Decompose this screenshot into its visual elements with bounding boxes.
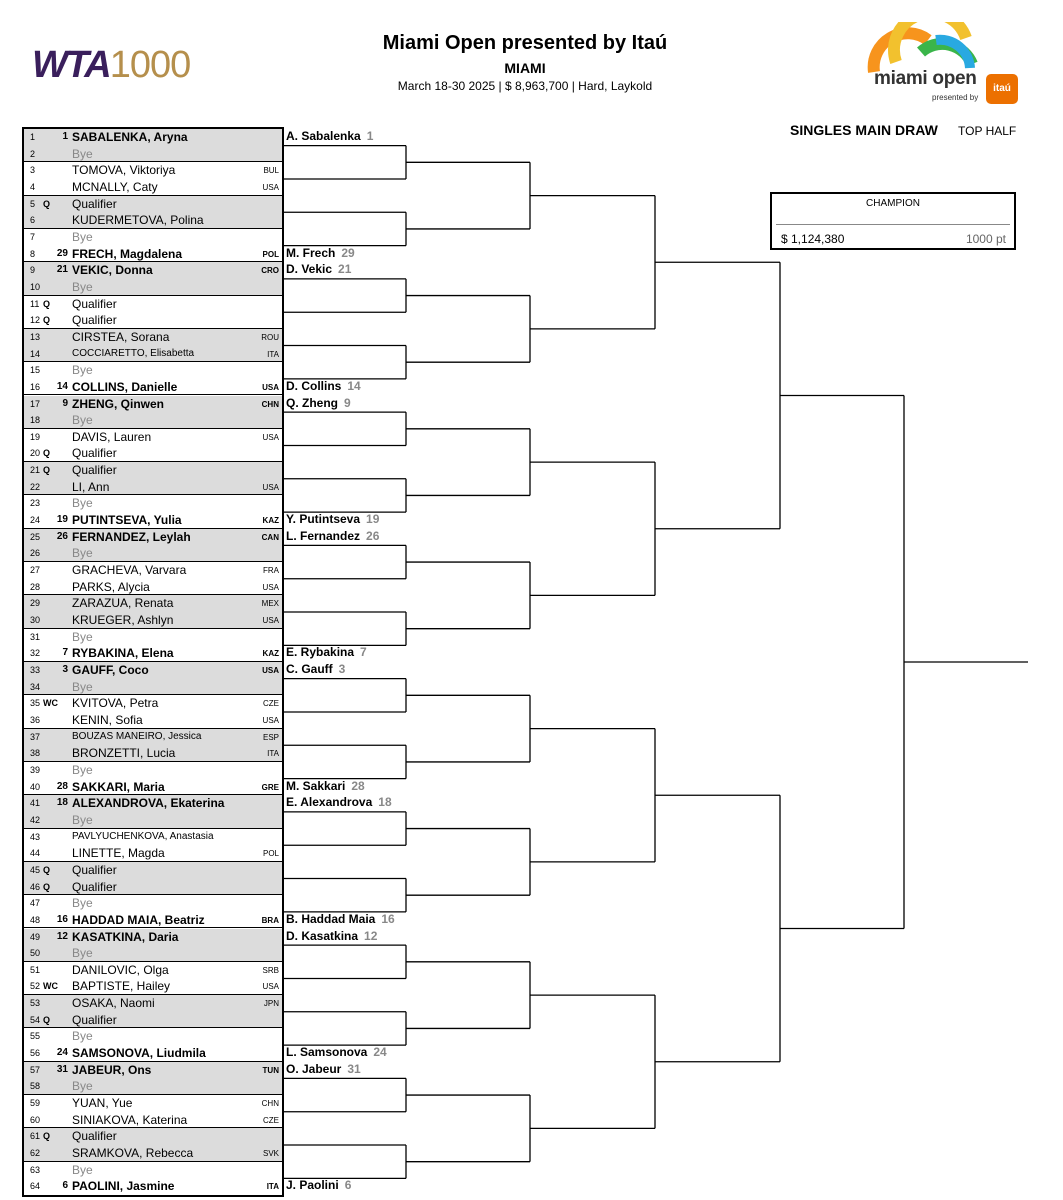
player-name: Qualifier [72,196,117,211]
round2-name: Y. Putintseva [286,512,361,527]
player-name: DANILOVIC, Olga [72,962,169,977]
round2-seed: 18 [378,795,392,810]
slot-number: 44 [30,848,41,859]
player-name: Bye [72,1079,93,1094]
slot-number: 45 [30,864,41,875]
player-name: Bye [72,363,93,378]
player-name: ZARAZUA, Renata [72,596,174,611]
player-name: ZHENG, Qinwen [72,396,165,411]
champion-title: CHAMPION [866,198,920,209]
entry-tag: Q [43,315,51,326]
player-country: USA [262,582,279,592]
slot-number: 49 [30,931,41,942]
player-name: KVITOVA, Petra [72,696,159,711]
slot-number: 51 [30,964,41,975]
round2-name: D. Collins [286,378,342,393]
player-country: ITA [267,749,279,759]
slot-number: 38 [30,748,41,759]
slot-number: 57 [30,1064,41,1075]
round2-name: D. Vekic [286,262,333,277]
round2-name: C. Gauff [286,662,333,676]
round2-seed: 29 [341,245,355,260]
player-name: Bye [72,279,93,294]
player-country: CHN [261,399,279,409]
entry-tag: Q [43,881,51,892]
slot-number: 58 [30,1081,41,1092]
player-name: FERNANDEZ, Leylah [72,529,191,544]
player-name: YUAN, Yue [72,1096,133,1111]
slot-number: 20 [30,448,41,459]
slot-number: 14 [30,348,41,359]
slot-number: 40 [30,781,41,792]
slot-number: 50 [30,948,41,959]
player-name: LINETTE, Magda [72,846,165,861]
player-country: KAZ [262,649,279,659]
player-name: ALEXANDROVA, Ekaterina [72,796,225,811]
draw-label: SINGLES MAIN DRAW [790,122,938,138]
slot-number: 33 [30,665,41,675]
player-name: GRACHEVA, Varvara [72,563,187,578]
slot-number: 7 [30,231,36,242]
round2-seed: 26 [366,528,380,543]
slot-number: 8 [30,248,36,259]
slot-number: 32 [30,648,41,659]
slot-number: 34 [30,681,41,692]
player-name: SINIAKOVA, Katerina [72,1112,188,1127]
slot-number: 27 [30,565,41,576]
seed-number: 3 [62,664,68,675]
entry-tag: Q [43,298,51,309]
player-country: ITA [267,349,279,359]
slot-number: 22 [30,481,41,492]
entry-tag: Q [43,198,51,209]
slot-number: 28 [30,581,41,592]
slot-number: 29 [30,598,41,609]
round2-name: B. Haddad Maia [286,911,376,926]
slot-number: 2 [30,148,36,159]
slot-number: 60 [30,1114,41,1125]
slot-number: 16 [30,381,41,392]
player-name: GAUFF, Coco [72,663,149,677]
player-name: VEKIC, Donna [72,263,153,278]
seed-number: 19 [56,514,68,526]
round2-name: O. Jabeur [286,1061,342,1076]
player-country: CZE [263,699,279,709]
player-name: COCCIARETTO, Elisabetta [72,347,195,359]
player-name: BOUZAS MANEIRO, Jessica [72,730,202,742]
seed-number: 12 [56,930,68,942]
player-country: USA [262,666,279,675]
player-name: KASATKINA, Daria [72,929,179,944]
seed-number: 16 [56,913,68,925]
round2-seed: 6 [344,1178,352,1193]
entry-tag: Q [43,1014,51,1025]
slot-number: 9 [30,265,36,276]
slot-number: 61 [30,1131,41,1142]
seed-number: 31 [56,1063,68,1075]
player-name: PUTINTSEVA, Yulia [72,513,182,528]
entry-tag: Q [43,465,51,476]
slot-number: 43 [30,831,41,842]
player-name: MCNALLY, Caty [72,179,158,194]
round2-seed: 21 [338,262,352,277]
slot-number: 6 [30,215,36,226]
player-name: Qualifier [72,1129,117,1144]
slot-number: 1 [30,132,36,142]
tournament-city: MIAMI [504,60,546,76]
slot-number: 47 [30,898,41,909]
player-country: TUN [262,1065,279,1075]
slot-number: 63 [30,1164,41,1175]
seed-number: 1 [62,131,68,142]
tournament-info: March 18-30 2025 | $ 8,963,700 | Hard, Laykold [397,79,653,93]
slot-number: 37 [30,731,41,742]
player-country: ITA [266,1182,279,1192]
round2-name: E. Alexandrova [286,795,373,810]
seed-number: 21 [56,264,68,276]
seed-number: 18 [56,797,68,809]
slot-number: 42 [30,814,41,825]
player-name: Bye [72,629,93,644]
entry-tag: Q [43,864,51,875]
round2-seed: 7 [360,645,367,660]
player-country: USA [262,715,279,725]
player-name: PARKS, Alycia [72,579,150,594]
player-name: LI, Ann [72,479,110,494]
player-name: FRECH, Magdalena [72,246,183,261]
slot-number: 11 [30,298,40,309]
player-name: Bye [72,946,93,961]
player-name: JABEUR, Ons [72,1062,152,1077]
slot-number: 55 [30,1031,41,1042]
player-name: Bye [72,413,93,428]
player-name: KUDERMETOVA, Polina [72,213,204,228]
seed-number: 6 [62,1180,68,1192]
entry-tag: WC [43,981,58,992]
round2-seed: 19 [366,512,380,527]
champion-points: 1000 pt [965,232,1006,246]
wta-logo-number: 1000 [109,44,191,86]
player-name: Bye [72,762,93,777]
slot-number: 24 [30,515,41,526]
round2-name: M. Frech [286,245,336,260]
seed-number: 26 [56,530,68,542]
slot-number: 26 [30,548,41,559]
player-name: BAPTISTE, Hailey [72,979,171,994]
entry-tag: Q [43,448,51,459]
presented-by-text: presented by [932,93,979,102]
round2-seed: 16 [381,911,395,926]
miami-open-wordmark: miami open [874,68,977,89]
player-country: USA [262,616,279,626]
round2-name: J. Paolini [286,1178,339,1193]
round2-name: L. Fernandez [286,528,361,543]
player-country: BUL [263,166,279,176]
round2-name: L. Samsonova [286,1045,368,1060]
slot-number: 59 [30,1098,41,1109]
round2-seed: 14 [347,378,361,393]
slot-number: 31 [30,631,41,642]
player-country: POL [262,249,279,259]
round2-seed: 9 [344,395,351,410]
player-country: POL [262,849,279,859]
seed-number: 28 [56,780,68,792]
slot-number: 15 [30,365,41,376]
seed-number: 14 [56,380,68,392]
player-name: Bye [72,812,93,827]
round2-seed: 3 [338,662,346,676]
player-name: BRONZETTI, Lucia [72,746,176,761]
player-country: CZE [263,1115,279,1125]
seed-number: 9 [62,397,68,409]
slot-number: 39 [30,764,41,775]
player-name: CIRSTEA, Sorana [72,329,170,344]
slot-number: 3 [30,165,36,176]
draw-half: TOP HALF [958,124,1017,138]
slot-number: 36 [30,714,41,725]
wta-logo-text: WTA [32,44,110,86]
player-country: BRA [261,915,279,925]
slot-number: 30 [30,615,41,626]
player-name: Bye [72,1162,93,1177]
player-name: COLLINS, Danielle [72,379,178,394]
player-name: Bye [72,229,93,244]
slot-number: 18 [30,415,41,426]
round2-name: A. Sabalenka [286,129,361,143]
player-name: DAVIS, Lauren [72,429,152,444]
player-name: Bye [72,496,93,511]
slot-number: 23 [30,498,41,509]
player-name: Qualifier [72,296,117,311]
round2-name: E. Rybakina [286,645,355,660]
player-name: HADDAD MAIA, Beatriz [72,912,205,927]
slot-number: 21 [30,465,41,476]
slot-number: 12 [30,315,41,326]
player-name: KENIN, Sofia [72,712,143,727]
slot-number: 25 [30,531,41,542]
player-name: OSAKA, Naomi [72,996,155,1011]
round2-seed: 12 [364,928,378,943]
slot-number: 56 [30,1048,41,1059]
player-name: Bye [72,546,93,561]
seed-number: 29 [56,247,68,259]
player-country: SRB [262,965,279,975]
round2-name: Q. Zheng [286,395,338,410]
round2-seed: 24 [373,1045,387,1060]
slot-number: 35 [30,698,41,709]
entry-tag: WC [43,698,58,709]
player-country: CHN [261,1099,279,1109]
seed-number: 24 [56,1047,68,1059]
player-name: KRUEGER, Ashlyn [72,613,174,628]
player-name: TOMOVA, Viktoriya [72,163,176,178]
slot-number: 10 [30,281,41,292]
player-country: CRO [261,266,279,276]
player-name: PAVLYUCHENKOVA, Anastasia [72,830,214,842]
round2-name: D. Kasatkina [286,928,359,943]
slot-number: 19 [30,431,41,442]
player-name: SRAMKOVA, Rebecca [72,1146,194,1161]
player-country: JPN [263,999,279,1009]
player-country: KAZ [262,516,279,526]
player-name: Bye [72,896,93,911]
round2-seed: 31 [347,1061,361,1076]
entry-tag: Q [43,1131,51,1142]
slot-number: 54 [30,1014,41,1025]
player-name: Qualifier [72,313,117,328]
player-name: PAOLINI, Jasmine [72,1179,175,1194]
player-name: Bye [72,679,93,694]
slot-number: 48 [30,914,41,925]
slot-number: 5 [30,198,36,209]
slot-number: 4 [30,181,36,192]
player-country: USA [262,182,279,192]
slot-number: 13 [30,331,41,342]
slot-number: 52 [30,981,41,992]
round2-name: M. Sakkari [286,778,346,793]
player-name: RYBAKINA, Elena [72,646,174,661]
player-name: Qualifier [72,1012,117,1027]
tournament-title: Miami Open presented by Itaú [382,32,668,54]
round2-seed: 1 [366,129,374,143]
slot-number: 41 [30,798,41,809]
player-country: USA [262,432,279,442]
player-name: Qualifier [72,446,117,461]
slot-number: 64 [30,1181,41,1192]
slot-number: 17 [30,398,41,409]
slot-number: 46 [30,881,41,892]
player-country: SVK [262,1149,279,1159]
champion-prize: $ 1,124,380 [781,232,845,246]
player-country: GRE [261,782,279,792]
slot-number: 53 [30,998,41,1009]
slot-number: 62 [30,1148,41,1159]
player-name: Bye [72,1029,93,1044]
player-name: SABALENKA, Aryna [72,130,188,144]
player-name: SAMSONOVA, Liudmila [72,1046,206,1061]
seed-number: 7 [62,647,68,659]
player-country: ROU [261,332,279,342]
player-name: Qualifier [72,879,117,894]
player-country: ESP [262,732,279,742]
player-name: Qualifier [72,862,117,877]
player-country: USA [262,382,279,392]
player-name: Qualifier [72,463,117,478]
player-country: USA [262,482,279,492]
player-country: FRA [263,566,279,576]
player-name: SAKKARI, Maria [72,779,165,794]
player-name: Bye [72,146,93,161]
player-country: MEX [261,599,279,609]
player-country: CAN [261,532,279,542]
player-country: USA [262,982,279,992]
itau-logo: itaú [986,74,1018,104]
round2-seed: 28 [351,778,365,793]
